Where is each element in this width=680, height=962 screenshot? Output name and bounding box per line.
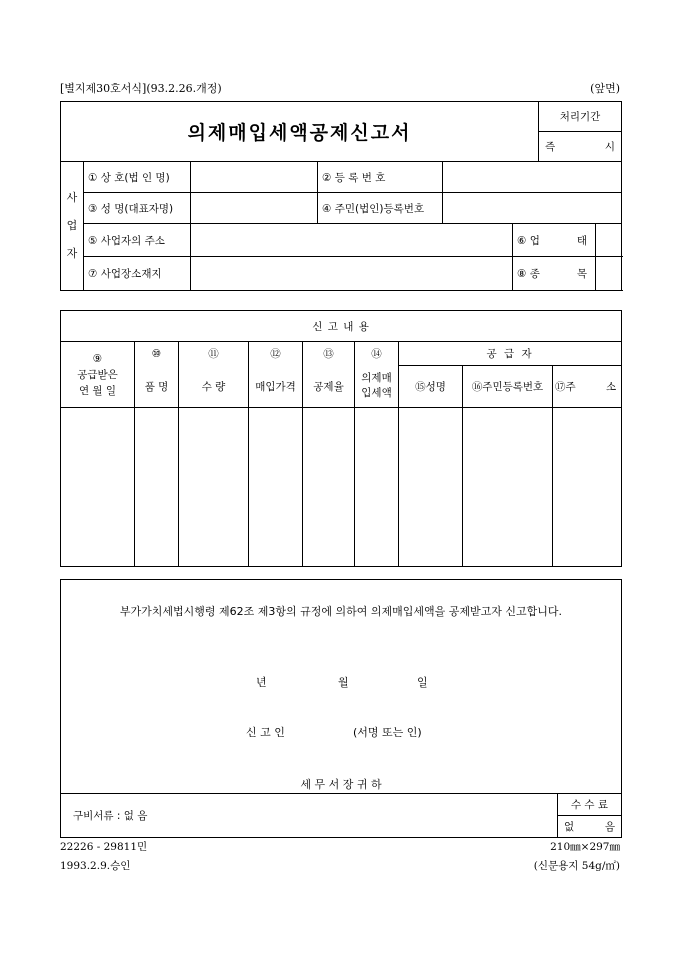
registration-number-label: ② 등 록 번 호: [318, 162, 443, 193]
price-num: ⑫: [249, 342, 303, 366]
supplier-id-header: ⑯주민등록번호: [463, 366, 553, 408]
representative-name-label: ③ 성 명(대표자명): [84, 193, 191, 224]
resident-number-value[interactable]: [443, 193, 622, 224]
trade-name-value[interactable]: [191, 162, 318, 193]
purchase-price-cell[interactable]: [249, 408, 303, 567]
form-code: 22226 - 29811민: [60, 841, 148, 853]
business-side-label: 사 업 자: [61, 162, 84, 291]
fee-label: 수 수 료: [570, 799, 609, 811]
tax-office-recipient: 세 무 서 장 귀 하: [300, 778, 382, 791]
processing-period-value: 즉 시: [539, 132, 622, 162]
quantity-header: 수 량: [179, 366, 249, 408]
supplier-address-cell[interactable]: [553, 408, 622, 567]
signature-label[interactable]: (서명 또는 인): [353, 726, 422, 739]
business-location-label: ⑦ 사업장소재지: [84, 257, 191, 291]
supplier-id-cell[interactable]: [463, 408, 553, 567]
business-item-label: ⑧ 종 목: [513, 257, 596, 291]
date-month: 월: [338, 676, 349, 689]
purchase-date-cell[interactable]: [61, 408, 135, 567]
paper-size: 210㎜×297㎜: [550, 841, 620, 853]
representative-name-value[interactable]: [191, 193, 318, 224]
quantity-cell[interactable]: [179, 408, 249, 567]
paper-type: (신문용지 54g/㎡): [533, 860, 620, 872]
required-documents: 구비서류 : 없 음: [73, 810, 148, 822]
report-data-row: [61, 408, 622, 567]
business-item-value[interactable]: [596, 257, 622, 291]
deemed-tax-cell[interactable]: [355, 408, 399, 567]
reporter-label: 신 고 인: [246, 726, 285, 739]
business-location-value[interactable]: [191, 257, 513, 291]
supplier-address-header: ⑰주 소: [553, 366, 622, 408]
deduction-rate-header: 공제율: [303, 366, 355, 408]
item-num: ⑩: [135, 342, 179, 366]
rate-num: ⑬: [303, 342, 355, 366]
business-info-table: [60, 101, 622, 291]
report-title: 신 고 내 용: [61, 311, 622, 342]
declaration-box: [60, 579, 622, 838]
form-title: 의제매입세액공제신고서: [61, 102, 539, 162]
registration-number-value[interactable]: [443, 162, 622, 193]
purchase-price-header: 매입가격: [249, 366, 303, 408]
fee-row-divider: [558, 815, 621, 816]
purchase-date-header: ⑨ 공급받은 연 월 일: [61, 342, 135, 408]
declaration-text: 부가가치세법시행령 제62조 제3항의 규정에 의하여 의제매입세액을 공제받고자 신고합니다.: [119, 605, 563, 618]
trade-name-label: ① 상 호(법 인 명): [84, 162, 191, 193]
form-number: [별지제30호서식](93.2.26.개정): [60, 82, 222, 95]
page-side: (앞면): [590, 82, 620, 95]
report-contents-table: [60, 310, 622, 567]
resident-number-label: ④ 주민(법인)등록번호: [318, 193, 443, 224]
business-type-label: ⑥ 업 태: [513, 224, 596, 257]
deduction-rate-cell[interactable]: [303, 408, 355, 567]
approval-date: 1993.2.9.승인: [60, 860, 131, 872]
business-address-label: ⑤ 사업자의 주소: [84, 224, 191, 257]
date-day: 일: [417, 676, 428, 689]
business-address-value[interactable]: [191, 224, 513, 257]
quantity-num: ⑪: [179, 342, 249, 366]
supplier-name-header: ⑮성명: [399, 366, 463, 408]
supplier-header: 공 급 자: [399, 342, 622, 366]
supplier-name-cell[interactable]: [399, 408, 463, 567]
business-type-value[interactable]: [596, 224, 622, 257]
item-name-cell[interactable]: [135, 408, 179, 567]
footer-divider: [61, 793, 621, 794]
deemed-tax-header: 의제매 입세액: [355, 366, 399, 408]
fee-value: 없 음: [564, 821, 615, 833]
item-name-header: 품 명: [135, 366, 179, 408]
tax-num: ⑭: [355, 342, 399, 366]
processing-period-label: 처리기간: [539, 102, 622, 132]
date-year: 년: [256, 676, 267, 689]
